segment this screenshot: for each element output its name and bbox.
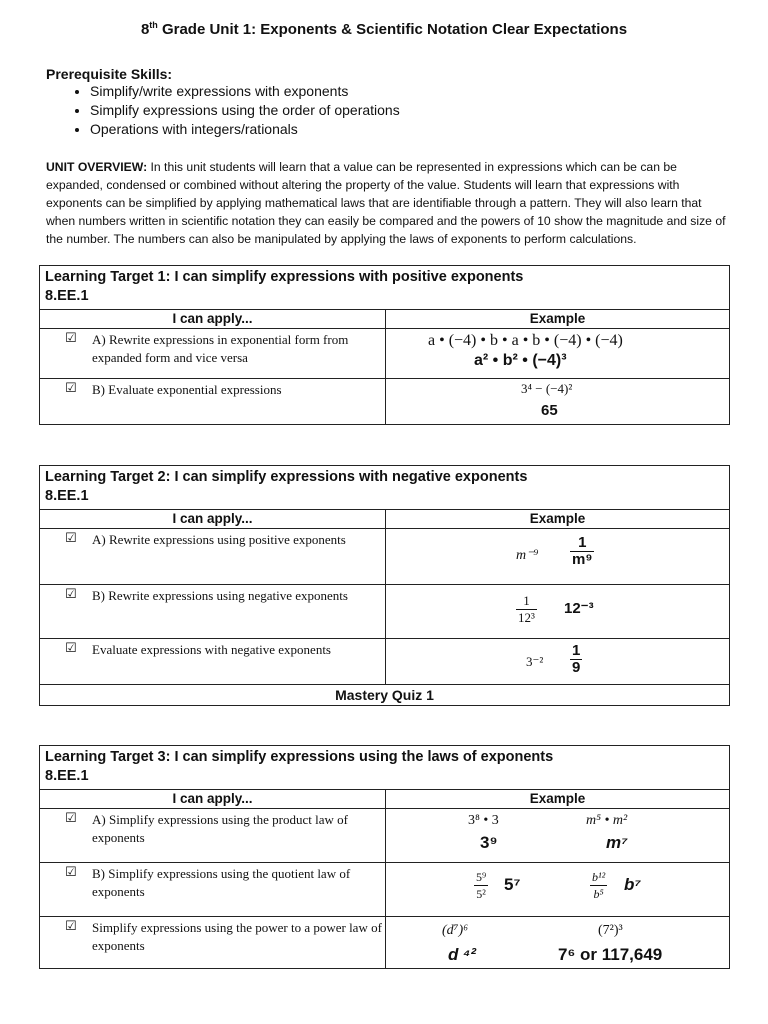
unit-overview xyxy=(46,158,726,248)
example-question: m⁵ • m² xyxy=(586,813,628,828)
example-question: 3⁻² xyxy=(526,654,544,669)
lt2-row-b xyxy=(40,585,386,639)
fraction-denominator: 12³ xyxy=(518,610,535,625)
checkbox-checked-icon: ☑ xyxy=(65,811,77,826)
lt1-row-a xyxy=(40,329,386,379)
example-fraction xyxy=(570,535,594,568)
lt3-row-b-example xyxy=(386,863,730,917)
lt3-row-c xyxy=(40,917,386,969)
example-answer: 3⁹ xyxy=(480,833,498,852)
lt3-title: Learning Target 3: I can simplify expressions using the laws of exponents xyxy=(45,749,554,765)
lt3-row-b xyxy=(40,863,386,917)
lt3-row-c-example xyxy=(386,917,730,969)
lt3-row-c-text: Simplify expressions using the power to a power law of exponents xyxy=(92,920,382,953)
col-head-apply: I can apply... xyxy=(40,510,386,529)
page-title xyxy=(0,20,768,38)
lt3-header xyxy=(40,746,730,790)
checkbox-checked-icon: ☑ xyxy=(65,919,77,934)
lt2-header xyxy=(40,466,730,510)
lt2-row-b-text: B) Rewrite expressions using negative exponents xyxy=(92,588,348,603)
lt2-row-c-text: Evaluate expressions with negative exponents xyxy=(92,642,331,657)
learning-target-3-table xyxy=(39,745,730,969)
example-question: 3⁴ − (−4)² xyxy=(521,381,573,396)
list-item: • Simplify expressions using the order of operations xyxy=(90,101,400,120)
col-head-example: Example xyxy=(386,310,730,329)
example-question: 3⁸ • 3 xyxy=(468,813,499,828)
example-question: (7²)³ xyxy=(598,923,623,938)
example-fraction xyxy=(570,643,582,676)
lt1-row-a-text: A) Rewrite expressions in exponential form from expanded form and vice versa xyxy=(92,332,349,365)
lt1-header xyxy=(40,266,730,310)
lt3-row-b-text: B) Simplify expressions using the quotient law of exponents xyxy=(92,866,351,899)
prerequisite-heading: Prerequisite Skills: xyxy=(46,66,173,82)
col-head-example: Example xyxy=(386,510,730,529)
lt1-title: Learning Target 1: I can simplify expressions with positive exponents xyxy=(45,269,524,285)
lt3-standard: 8.EE.1 xyxy=(45,768,89,784)
learning-target-1-table xyxy=(39,265,730,425)
example-question: (d⁷)⁶ xyxy=(442,923,469,938)
lt2-row-b-example xyxy=(386,585,730,639)
lt1-row-b-example xyxy=(386,379,730,425)
lt2-row-a-text: A) Rewrite expressions using positive exponents xyxy=(92,532,346,547)
example-question: m⁻⁹ xyxy=(516,548,539,563)
example-answer: b⁷ xyxy=(624,875,641,894)
title-rest: Grade Unit 1: Exponents & Scientific Notation Clear Expectations xyxy=(157,21,628,38)
fraction-numerator: b¹² xyxy=(592,870,606,884)
col-head-apply: I can apply... xyxy=(40,310,386,329)
checkbox-checked-icon: ☑ xyxy=(65,331,77,346)
lt3-row-a-text: A) Simplify expressions using the product law of exponents xyxy=(92,812,348,845)
example-answer: a² • b² • (−4)³ xyxy=(474,352,567,369)
checkbox-checked-icon: ☑ xyxy=(65,587,77,602)
fraction-denominator: m⁹ xyxy=(572,551,593,568)
col-head-example: Example xyxy=(386,790,730,809)
lt2-title: Learning Target 2: I can simplify expressions with negative exponents xyxy=(45,469,528,485)
example-answer: d ⁴² xyxy=(448,945,477,964)
checkbox-checked-icon: ☑ xyxy=(65,381,77,396)
prerequisite-list xyxy=(46,82,400,139)
prerequisite-skills xyxy=(46,66,400,139)
example-answer: 5⁷ xyxy=(504,875,521,894)
example-fraction xyxy=(474,869,488,902)
lt3-row-a xyxy=(40,809,386,863)
checkbox-checked-icon: ☑ xyxy=(65,531,77,546)
overview-text: In this unit students will learn that a value can be represented in expressions which can be can be expanded, condensed or combined without altering the property of the value. Students will learn that expressions with exponents can be simplified by applying mathematical laws that are identifiable through a pattern. They will also learn that when numbers written in scientific notation they can easily be compared and the powers of 10 show the magnitude and size of the number. The numbers can also be manipulated by applying the laws of exponents to perform calculations. xyxy=(46,160,726,246)
fraction-numerator: 5⁹ xyxy=(476,870,487,884)
mastery-quiz-label: Mastery Quiz 1 xyxy=(40,685,730,706)
lt1-row-a-example xyxy=(386,329,730,379)
title-grade: 8 xyxy=(140,21,150,38)
lt2-row-c-example xyxy=(386,639,730,685)
checkbox-checked-icon: ☑ xyxy=(65,865,77,880)
lt2-row-a-example xyxy=(386,529,730,585)
example-fraction xyxy=(590,869,607,902)
fraction-numerator: 1 xyxy=(516,593,537,610)
example-question: a • (−4) • b • a • b • (−4) • (−4) xyxy=(428,332,623,349)
example-fraction xyxy=(516,593,537,626)
col-head-apply: I can apply... xyxy=(40,790,386,809)
lt2-row-c xyxy=(40,639,386,685)
lt2-row-a xyxy=(40,529,386,585)
lt2-standard: 8.EE.1 xyxy=(45,488,89,504)
fraction-numerator: 1 xyxy=(572,642,581,659)
fraction-denominator: 9 xyxy=(572,659,581,676)
example-answer: 12⁻³ xyxy=(564,600,594,617)
example-answer: 7⁶ or 117,649 xyxy=(558,945,663,964)
fraction-denominator: 5² xyxy=(476,887,486,901)
learning-target-2-table xyxy=(39,465,730,706)
lt1-row-b xyxy=(40,379,386,425)
list-item: • Simplify/write expressions with exponents xyxy=(90,82,400,101)
fraction-denominator: b⁵ xyxy=(593,887,604,901)
example-answer: 65 xyxy=(541,402,558,419)
lt3-row-a-example xyxy=(386,809,730,863)
example-answer: m⁷ xyxy=(606,833,628,852)
lt1-row-b-text: B) Evaluate exponential expressions xyxy=(92,382,282,397)
fraction-numerator: 1 xyxy=(570,535,594,552)
overview-label: UNIT OVERVIEW: xyxy=(46,160,148,174)
title-grade-sup: th xyxy=(149,20,158,30)
list-item: • Operations with integers/rationals xyxy=(90,120,400,139)
checkbox-checked-icon: ☑ xyxy=(65,641,77,656)
lt1-standard: 8.EE.1 xyxy=(45,288,89,304)
